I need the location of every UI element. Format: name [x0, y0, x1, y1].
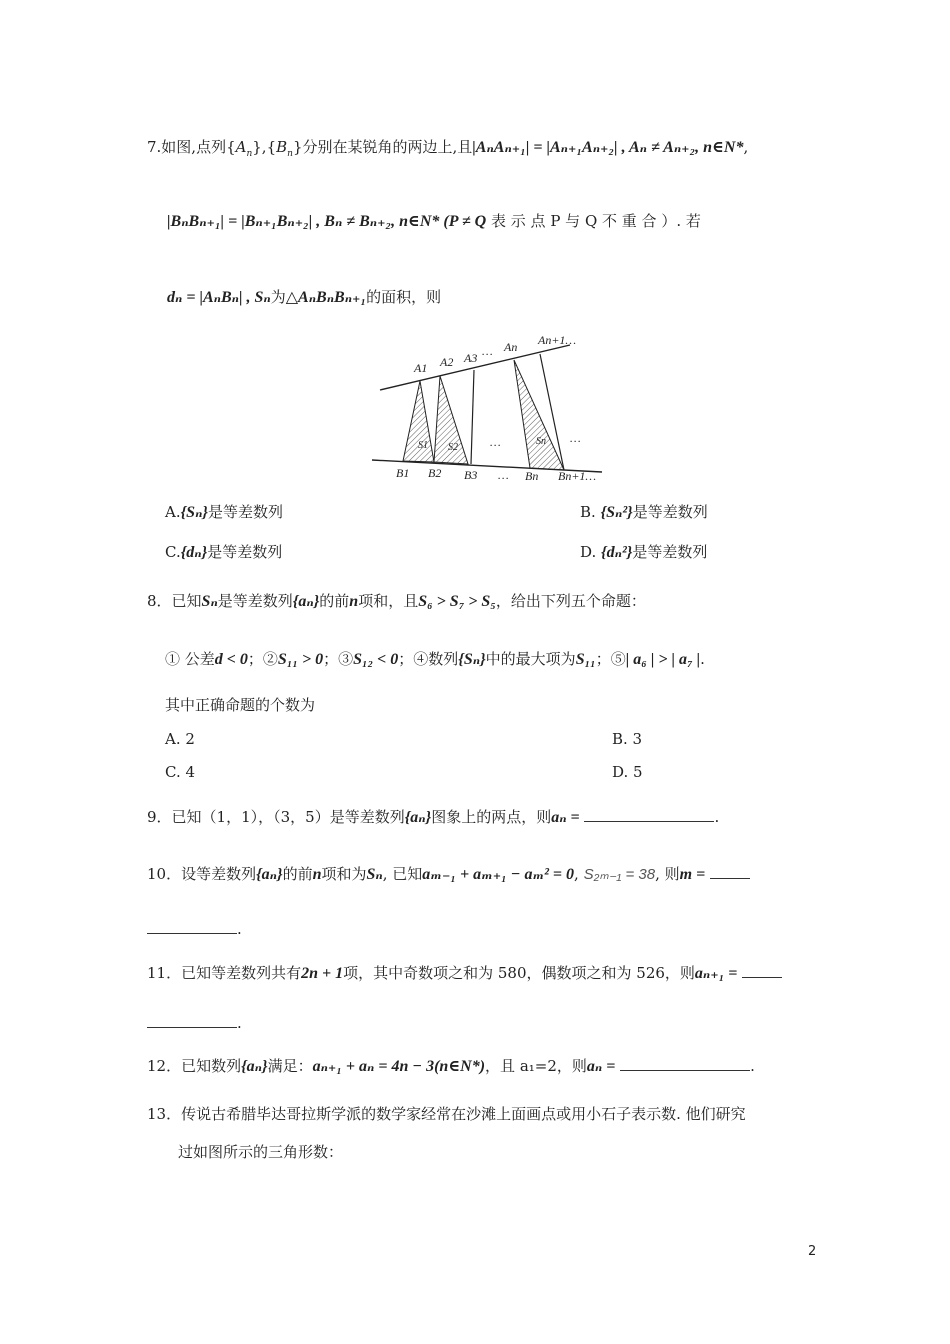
q11-text: 11．已知等差数列共有	[147, 964, 302, 982]
label-S2: S2	[448, 442, 458, 453]
q12-answer-blank[interactable]	[620, 1056, 750, 1071]
q7-A: A	[235, 138, 247, 156]
option-text: 是等差数列	[207, 543, 283, 561]
q11-math2: aₙ₊₁ =	[694, 965, 738, 982]
q12-t2: 满足：	[267, 1057, 313, 1075]
triangle-sn	[514, 360, 564, 470]
q8-Sn: Sₙ	[201, 593, 218, 610]
label-B3: B3	[464, 468, 478, 480]
q7-B: B	[276, 138, 288, 156]
q7-text-2: 表 示 点 P 与 Q 不 重 合 ）. 若	[491, 212, 701, 230]
q12-text: 12．已知数列	[147, 1057, 242, 1075]
q7-line3	[167, 286, 441, 309]
label-dots-top: …	[482, 344, 493, 358]
q7-text-c: }分别在某锐角的两边上,且	[292, 138, 473, 156]
q11-line2	[147, 1012, 242, 1034]
q10-math4: S₂ₘ₋₁ = 38	[583, 866, 656, 883]
q7-triangle: △AₙBₙBₙ₊₁	[285, 289, 367, 306]
q7-option-d[interactable]	[580, 541, 707, 564]
option-text: 是等差数列	[632, 543, 708, 561]
label-A3: A3	[464, 351, 478, 365]
q8-m2: S₁₁ > 0	[277, 651, 324, 668]
q7-text-3a: 为	[270, 288, 286, 306]
q8-line1	[147, 590, 646, 613]
option-math: {dₙ²}	[601, 544, 633, 561]
q8-s1: ；②	[247, 650, 278, 668]
segment-a3b3	[471, 370, 474, 464]
q9-answer-blank[interactable]	[584, 807, 714, 822]
q12-t3: ，且 a₁=2，则	[485, 1057, 587, 1075]
q13-line1: 13．传说古希腊毕达哥拉斯学派的数学家经常在沙滩上面画点或用小石子表示数. 他们研究	[147, 1105, 746, 1123]
q12-math3: aₙ =	[586, 1058, 616, 1075]
q10-line2	[147, 918, 242, 940]
label-An: An	[504, 340, 518, 354]
option-math: {dₙ}	[180, 544, 208, 561]
q8-s2: ；③	[323, 650, 354, 668]
q10-t5: ,	[574, 865, 579, 883]
q8-an: {aₙ}	[292, 593, 320, 610]
q10-answer-blank-2[interactable]	[147, 919, 237, 934]
q8-question: 其中正确命题的个数为	[165, 696, 316, 714]
q8-option-a[interactable]: A. 2	[165, 730, 195, 748]
label-Bn: Bn	[525, 469, 539, 480]
label-right-dots: …	[570, 431, 581, 445]
q13-line2: 过如图所示的三角形数：	[178, 1143, 344, 1161]
q9-end: .	[714, 808, 720, 826]
option-text: 是等差数列	[207, 503, 283, 521]
q12-end: .	[750, 1057, 755, 1075]
q10-answer-blank-1[interactable]	[710, 864, 750, 879]
q10-t6: , 则	[655, 865, 680, 883]
q8-m5: S₁₁	[575, 651, 596, 668]
q10-t3: 项和为	[321, 865, 367, 883]
q10-math2: Sₙ	[366, 866, 383, 883]
option-letter: C.	[165, 543, 181, 561]
q10-math3: aₘ₋₁ + aₘ₊₁ − aₘ² = 0	[422, 866, 575, 883]
q7-B-sub: n	[287, 149, 293, 159]
q8-t2: 的前	[319, 592, 350, 610]
q8-m6: | a₆ | > | a₇ |	[625, 651, 701, 668]
q7-text: 7.如图,点列{	[147, 138, 236, 156]
q8-s3: ；④数列	[398, 650, 459, 668]
label-B2: B2	[428, 466, 442, 480]
label-dots-bottom: …	[498, 468, 509, 480]
q7-line1	[147, 136, 748, 165]
q8-t4: ，给出下列五个命题：	[495, 592, 646, 610]
q7-option-a[interactable]	[165, 501, 283, 524]
q11-line	[147, 962, 782, 985]
option-letter: B.	[580, 503, 596, 521]
q8-t3: 项和，且	[358, 592, 419, 610]
q11-t2: 项，其中奇数项之和为 580，偶数项之和为 526，则	[343, 964, 695, 982]
q7-line2	[167, 210, 701, 233]
q8-s6: .	[700, 650, 705, 668]
label-An1: An+1…	[538, 333, 577, 347]
q8-n: n	[349, 593, 359, 610]
label-S1: S1	[418, 440, 428, 451]
q8-m1: d < 0	[214, 651, 248, 668]
q8-s5: ；⑤	[595, 650, 626, 668]
q10-math5: m =	[679, 866, 706, 883]
option-text: 是等差数列	[632, 503, 708, 521]
q10-t4: , 已知	[382, 865, 423, 883]
q8-c1: ① 公差	[165, 650, 215, 668]
q11-answer-blank-1[interactable]	[742, 963, 782, 978]
label-A1: A1	[414, 361, 428, 375]
q7-text-b: },{	[252, 138, 277, 156]
q12-math2: aₙ₊₁ + aₙ = 4n − 3(n∈N*)	[312, 1058, 486, 1075]
q7-option-b[interactable]	[580, 501, 708, 524]
option-math: {Sₙ}	[180, 504, 208, 521]
q7-math-3: dₙ = |AₙBₙ| , Sₙ	[167, 289, 271, 306]
q8-s4: 中的最大项为	[485, 650, 576, 668]
q10-math1: {aₙ}	[256, 866, 283, 883]
q8-ineq: S₆ > S₇ > S₅	[418, 593, 496, 610]
q7-figure	[370, 330, 620, 480]
q10-t2: 的前	[282, 865, 313, 883]
q10-text: 10．设等差数列	[147, 865, 257, 883]
q9-text: 9．已知（1，1），（3，5）是等差数列	[147, 808, 405, 826]
option-math: {Sₙ²}	[600, 504, 633, 521]
q11-answer-blank-2[interactable]	[147, 1013, 237, 1028]
q8-option-b[interactable]: B. 3	[612, 730, 643, 748]
label-Sn: Sn	[536, 436, 546, 447]
q9-math: {aₙ}	[404, 809, 432, 826]
q8-t1: 是等差数列	[217, 592, 293, 610]
q12-math1: {aₙ}	[241, 1058, 268, 1075]
q11-math1: 2n + 1	[301, 965, 344, 982]
page-number: 2	[808, 1244, 817, 1259]
q9-line	[147, 806, 719, 829]
q12-line	[147, 1055, 755, 1078]
label-B1: B1	[396, 466, 410, 480]
q9-text2: 图象上的两点，则	[431, 808, 552, 826]
q8-m3: S₁₂ < 0	[353, 651, 399, 668]
option-letter: D.	[580, 543, 597, 561]
label-A2: A2	[440, 355, 454, 369]
q8-items	[165, 648, 705, 671]
q7-A-sub: n	[246, 149, 253, 159]
q11-end: .	[237, 1014, 242, 1032]
q7-option-c[interactable]	[165, 541, 282, 564]
q10-line	[147, 863, 750, 886]
q7-comma: ,	[743, 138, 749, 156]
q7-math-1: |AₙAₙ₊₁| = |Aₙ₊₁Aₙ₊₂| , Aₙ ≠ Aₙ₊₂, n∈N*	[472, 139, 744, 156]
q8-option-c[interactable]: C. 4	[165, 763, 196, 781]
q7-text-3b: 的面积，则	[366, 288, 442, 306]
label-Bn1: Bn+1…	[558, 469, 597, 480]
q8-prefix: 8．已知	[147, 592, 202, 610]
label-mid-dots: …	[490, 435, 501, 449]
q9-math2: aₙ =	[551, 809, 580, 826]
q8-m4: {Sₙ}	[458, 651, 486, 668]
option-letter: A.	[165, 503, 181, 521]
q10-end: .	[237, 920, 242, 938]
q8-option-d[interactable]: D. 5	[612, 763, 643, 781]
q7-math-2: |BₙBₙ₊₁| = |Bₙ₊₁Bₙ₊₂| , Bₙ ≠ Bₙ₊₂, n∈N* (P ≠ Q	[167, 213, 487, 230]
q10-n: n	[312, 866, 322, 883]
